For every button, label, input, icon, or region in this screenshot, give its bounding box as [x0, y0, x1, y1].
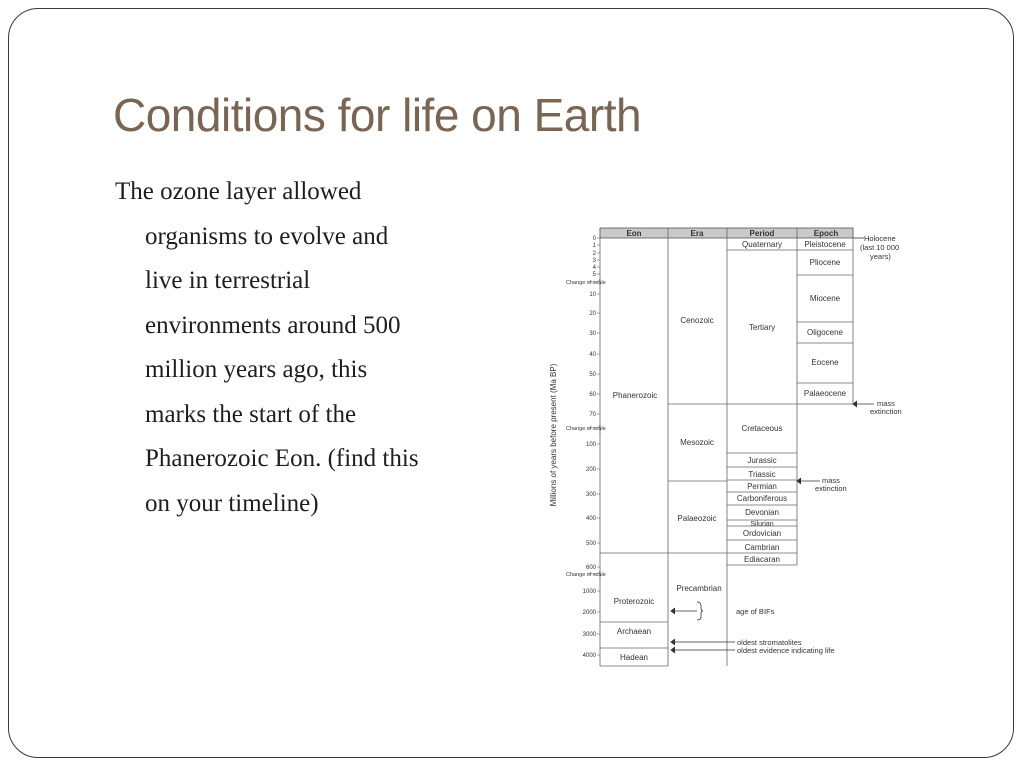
period-cretaceous: Cretaceous — [741, 424, 783, 433]
tick-label: 2 — [592, 251, 596, 257]
holocene-label: Holocene — [864, 234, 896, 243]
eon-phanerozoic: Phanerozoic — [612, 391, 658, 400]
period-permian: Permian — [747, 482, 777, 491]
oldest-life-label: oldest evidence indicating life — [737, 646, 835, 655]
axis-ticks — [583, 236, 597, 659]
body-line: million years ago, this — [145, 356, 368, 383]
tick-label: 500 — [585, 541, 596, 547]
body-line: environments around 500 — [145, 311, 401, 339]
tick-label: 50 — [589, 372, 596, 378]
tick-label: 3000 — [582, 632, 596, 638]
tick-label: 40 — [589, 352, 596, 358]
tick-label: 70 — [589, 412, 596, 418]
mass-extinction-label: extinction — [870, 407, 902, 416]
period-silurian: Silurian — [750, 521, 774, 528]
epoch-oligocene: Oligocene — [806, 328, 844, 337]
tick-label: 2000 — [582, 610, 596, 616]
epoch-miocene: Miocene — [809, 294, 841, 303]
tick-label: 4 — [592, 265, 596, 271]
tick-label: 100 — [585, 442, 596, 448]
mass-extinction-label: extinction — [815, 484, 847, 493]
epoch-pleistocene: Pleistocene — [804, 240, 846, 249]
eon-proterozoic: Proterozoic — [613, 597, 655, 606]
change-of-scale-label: Change of scale — [566, 572, 606, 578]
tick-label: 600 — [585, 565, 596, 571]
slide-title: Conditions for life on Earth — [113, 89, 642, 141]
tick-label: 5 — [592, 272, 596, 278]
eon-archaean: Archaean — [616, 627, 652, 636]
era-precambrian: Precambrian — [676, 584, 722, 593]
period-tertiary: Tertiary — [748, 323, 776, 332]
period-ordovician: Ordovician — [742, 529, 782, 538]
tick-label: 10 — [589, 292, 596, 298]
tick-marks — [597, 238, 600, 655]
body-line: Phanerozoic Eon. (find this — [145, 445, 419, 472]
period-cambrian: Cambrian — [744, 543, 780, 552]
epoch-eocene: Eocene — [811, 358, 839, 367]
tick-label: 3 — [592, 258, 596, 264]
tick-label: 30 — [589, 331, 596, 337]
holocene-label: years) — [870, 252, 891, 261]
stromatolites-label: oldest stromatolites — [737, 638, 802, 647]
epoch-pliocene: Pliocene — [809, 258, 841, 267]
tick-label: 4000 — [582, 653, 596, 659]
tick-label: 400 — [585, 516, 596, 522]
period-triassic: Triassic — [748, 470, 776, 479]
tick-label: 200 — [585, 467, 596, 473]
era-mesozoic: Mesozoic — [680, 438, 714, 447]
tick-label: 0 — [592, 236, 596, 242]
period-jurassic: Jurassic — [747, 456, 777, 465]
body-line: on your timeline) — [145, 489, 319, 517]
header-eon: Eon — [626, 229, 642, 238]
epoch-palaeocene: Palaeocene — [803, 389, 847, 398]
tick-label: 1 — [592, 243, 596, 249]
body-line: live in terrestrial — [145, 267, 311, 294]
body-line: The ozone layer allowed — [115, 178, 362, 205]
header-era: Era — [690, 229, 704, 238]
period-carboniferous: Carboniferous — [736, 494, 788, 503]
period-devonian: Devonian — [745, 508, 779, 517]
tick-label: 1000 — [582, 589, 596, 595]
body-line: organisms to evolve and — [145, 222, 389, 250]
bifs-label: age of BIFs — [736, 607, 775, 616]
change-of-scale-label: Change of scale — [566, 426, 606, 432]
mass-extinction-label: mass — [877, 399, 895, 408]
change-of-scale-label: Change of scale — [566, 280, 606, 286]
tick-label: 60 — [589, 392, 596, 398]
period-quaternary: Quaternary — [741, 240, 783, 249]
body-line: marks the start of the — [145, 400, 357, 428]
header-epoch: Epoch — [813, 229, 839, 238]
mass-extinction-label: mass — [822, 476, 840, 485]
holocene-label: (last 10 000 — [860, 243, 900, 252]
tick-label: 300 — [585, 492, 596, 498]
header-period: Period — [749, 229, 775, 238]
era-palaeozoic: Palaeozoic — [677, 514, 717, 523]
period-ediacaran: Ediacaran — [743, 555, 781, 564]
tick-label: 20 — [589, 311, 596, 317]
era-cenozoic: Cenozoic — [680, 316, 714, 325]
axis-label: Millions of years before present (Ma BP) — [549, 363, 558, 507]
eon-hadean: Hadean — [619, 653, 649, 662]
